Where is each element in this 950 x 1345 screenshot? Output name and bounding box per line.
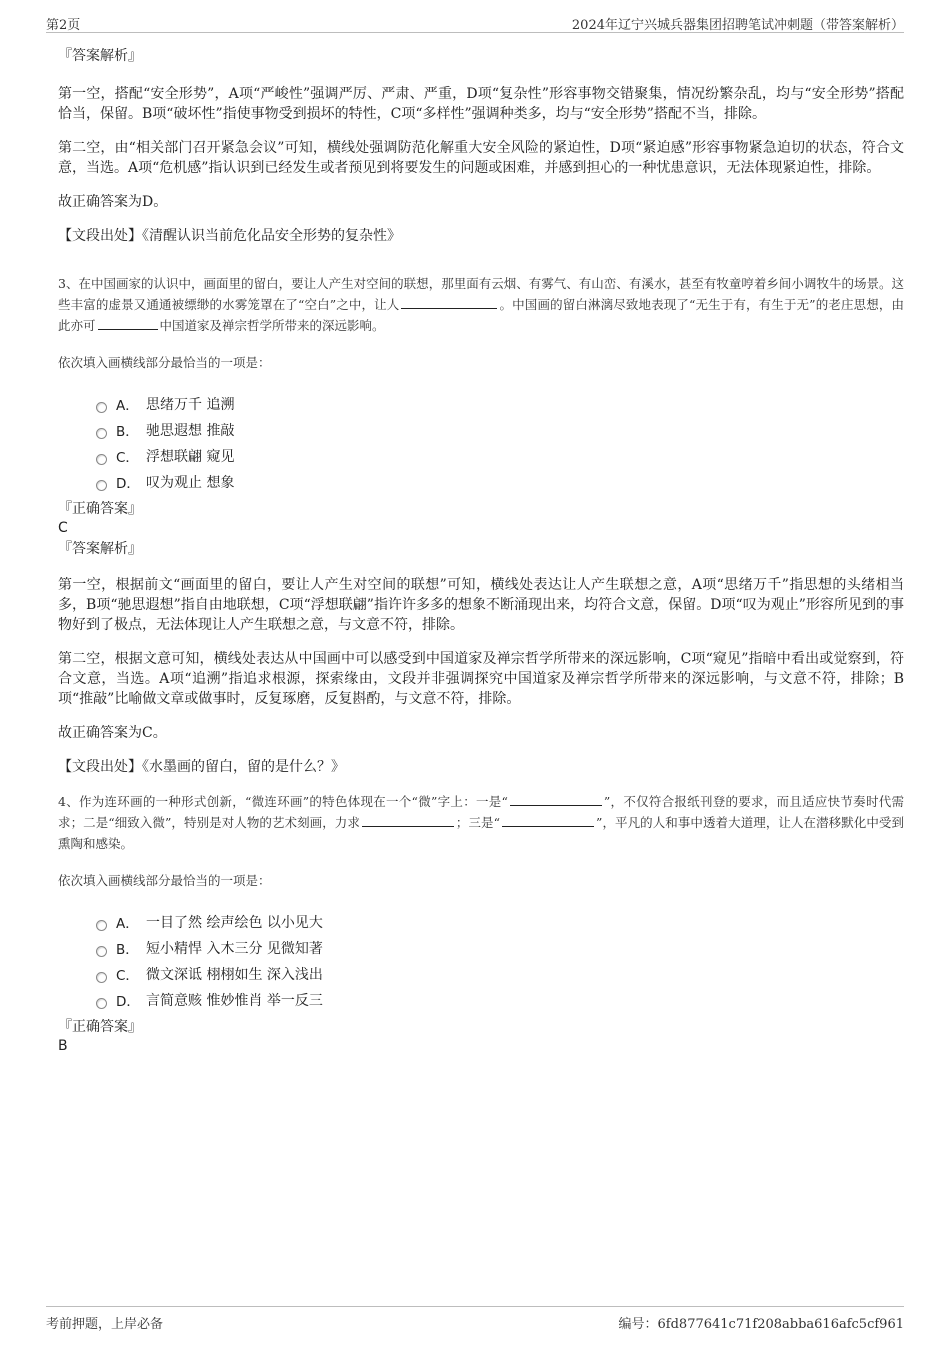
q3-analysis-p2: 第二空，根据文意可知，横线处表达从中国画中可以感受到中国道家及禅宗哲学所带来的深远影响，C项“窥见”指暗中看出或觉察到，符合文意，当选。A项“追溯”指追求根源，探索缘由，文段并非强调探究中国道家及禅宗哲学所带来的深远影响，与文意不符，排除；B项“推敲”比喻做文章或做事时，反复琢磨，反复斟酌，与文意不符，排除。 xyxy=(58,651,904,707)
q4-text-a: 4、作为连环画的一种形式创新，“微连环画”的特色体现在一个“微”字上：一是“ xyxy=(58,794,508,809)
document-title: 2024年辽宁兴城兵器集团招聘笔试冲刺题（带答案解析） xyxy=(571,18,904,33)
q3-text-a: 3、在中国画家的认识中，画面里的留白，要让人产生对空间的联想，那里面有云烟、有雾气、有山峦、有溪水，甚至有牧童哼着乡间小调牧牛的场景。这些丰富的虚景又通通被缥缈的水雾笼罩在了“空白”之中，让人 xyxy=(58,276,904,312)
q2-source: 【文段出处】《清醒认识当前危化品安全形势的复杂性》 xyxy=(58,228,401,244)
radio-icon[interactable] xyxy=(96,972,107,983)
q4-answer: B xyxy=(58,1038,68,1054)
q3-option-c[interactable]: C． 浮想联翩 窥见 xyxy=(96,443,904,469)
q3-analysis-p1: 第一空，根据前文“画面里的留白，要让人产生对空间的联想”可知，横线处表达让人产生联想之意，A项“思绪万千”指思想的头绪相当多，B项“驰思遐想”指自由地联想，C项“浮想联翩”指许许多多的想象不断涌现出来，均符合文意，保留。D项“叹为观止”形容所见到的事物好到了极点，无法体现让人产生联想之意，与文意不符，排除。 xyxy=(58,577,904,633)
page-number: 第2页 xyxy=(46,18,81,33)
radio-icon[interactable] xyxy=(96,920,107,931)
footer-slogan: 考前押题，上岸必备 xyxy=(46,1317,164,1332)
q4-blank-3 xyxy=(502,814,594,827)
q3-text-c: 中国道家及禅宗哲学所带来的深远影响。 xyxy=(159,318,385,333)
page-header xyxy=(46,10,904,33)
q3-stem xyxy=(58,273,904,336)
q3-prompt: 依次填入画横线部分最恰当的一项是： xyxy=(58,355,271,370)
q3-blank-1 xyxy=(401,296,497,309)
q3-text-b: 。中国画的留白淋漓尽致地表现了“无生于有，有生于无”的老庄思想，由此亦可 xyxy=(58,297,904,333)
q2-analysis-p1: 第一空，搭配“安全形势”，A项“严峻性”强调严厉、严肃、严重，D项“复杂性”形容事物交错聚集，情况纷繁杂乱，均与“安全形势”搭配恰当，保留。B项“破坏性”指使事物受到损坏的特性，C项“多样性”强调种类多，均与“安全形势”搭配不当，排除。 xyxy=(58,86,904,122)
q3-option-a[interactable]: A． 思绪万千 追溯 xyxy=(96,391,904,417)
radio-icon[interactable] xyxy=(96,946,107,957)
q3-source: 【文段出处】《水墨画的留白，留的是什么？》 xyxy=(58,759,345,775)
q4-options xyxy=(96,909,904,1013)
q2-conclusion: 故正确答案为D。 xyxy=(58,194,168,210)
q4-text-d: ”，平凡的人和事中透着大道理，让人在潜移默化中受到熏陶和感染。 xyxy=(58,815,904,851)
q4-text-c: ；三是“ xyxy=(455,815,501,830)
q4-text-b: ”，不仅符合报纸刊登的要求，而且适应快节奏时代需求；二是“细致入微”，特别是对人物的艺术刻画，力求 xyxy=(58,794,904,830)
q4-option-b[interactable]: B． 短小精悍 入木三分 见微知著 xyxy=(96,935,904,961)
q3-blank-2 xyxy=(98,317,158,330)
radio-icon[interactable] xyxy=(96,454,107,465)
q2-analysis-label: 『答案解析』 xyxy=(58,48,142,64)
q4-prompt: 依次填入画横线部分最恰当的一项是： xyxy=(58,873,271,888)
q4-stem xyxy=(58,791,904,854)
q3-option-b[interactable]: B． 驰思遐想 推敲 xyxy=(96,417,904,443)
radio-icon[interactable] xyxy=(96,480,107,491)
q4-blank-2 xyxy=(362,814,454,827)
q4-blank-1 xyxy=(510,793,602,806)
page-footer xyxy=(46,1306,904,1331)
document-id: 编号：6fd877641c71f208abba616afc5cf961 xyxy=(618,1317,904,1332)
q3-answer: C xyxy=(58,520,68,536)
q3-answer-label: 『正确答案』 xyxy=(58,501,142,517)
radio-icon[interactable] xyxy=(96,428,107,439)
radio-icon[interactable] xyxy=(96,998,107,1009)
q2-analysis-p2: 第二空，由“相关部门召开紧急会议”可知，横线处强调防范化解重大安全风险的紧迫性，D项“紧迫感”形容事物紧急迫切的状态，符合文意，当选。A项“危机感”指认识到已经发生或者预见到将要发生的问题或困难，并感到担心的一种忧患意识，无法体现紧迫性，排除。 xyxy=(58,140,904,176)
q3-option-d[interactable]: D． 叹为观止 想象 xyxy=(96,469,904,495)
q4-option-a[interactable]: A． 一目了然 绘声绘色 以小见大 xyxy=(96,909,904,935)
q4-option-d[interactable]: D． 言简意赅 惟妙惟肖 举一反三 xyxy=(96,987,904,1013)
q3-options xyxy=(96,391,904,495)
q4-option-c[interactable]: C． 微文深诋 栩栩如生 深入浅出 xyxy=(96,961,904,987)
page-content xyxy=(46,40,904,1055)
q3-analysis-label: 『答案解析』 xyxy=(58,541,142,557)
q4-answer-label: 『正确答案』 xyxy=(58,1019,142,1035)
radio-icon[interactable] xyxy=(96,402,107,413)
q3-conclusion: 故正确答案为C。 xyxy=(58,725,167,741)
